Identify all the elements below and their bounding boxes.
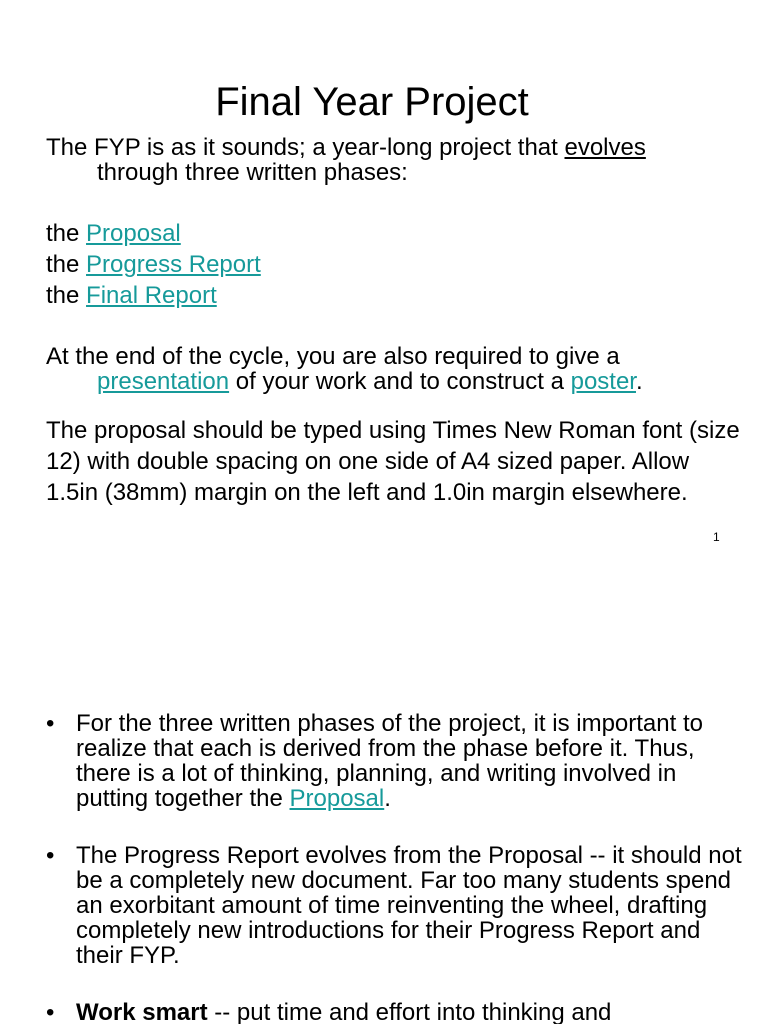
intro-text: The FYP is as it sounds; a year-long project that	[46, 134, 565, 161]
cycle-text-end: .	[635, 368, 643, 395]
bullet-text: -- put time and effort into thinking and	[207, 999, 612, 1024]
presentation-link[interactable]: presentation	[97, 368, 230, 395]
phase-line-final-report	[46, 281, 217, 311]
final-report-link[interactable]: Final Report	[86, 282, 217, 309]
proposal-link[interactable]: Proposal	[289, 785, 385, 812]
bullet-icon: •	[46, 842, 55, 869]
phase-line-progress-report	[46, 250, 261, 280]
cycle-paragraph	[46, 344, 746, 394]
progress-report-link[interactable]: Progress Report	[86, 251, 261, 278]
phase-prefix: the	[46, 251, 87, 278]
page-number: 1	[713, 530, 720, 544]
list-item	[46, 711, 746, 811]
bullet-text: The Progress Report evolves from the Proposal -- it should not be a completely new document. Far too many students spend an exorbitant amount of time reinventing the wheel, drafting completely new introductions for their Progress Report and their FYP.	[76, 842, 742, 969]
proposal-link[interactable]: Proposal	[86, 220, 181, 247]
cycle-text-middle: of your work and to construct a	[229, 368, 571, 395]
cycle-text: At the end of the cycle, you are also required to give a	[46, 343, 620, 370]
cycle-continuation	[46, 369, 746, 394]
bullet-bold-text: Work smart	[76, 999, 208, 1024]
intro-continuation: through three written phases:	[97, 159, 408, 186]
bullet-text-end: .	[384, 785, 391, 812]
formatting-paragraph: The proposal should be typed using Times New Roman font (size 12) with double spacing on one side of A4 sized paper. Allow 1.5in (38mm) margin on the left and 1.0in margin elsewhere.	[46, 417, 740, 506]
phase-prefix: the	[46, 220, 87, 247]
phase-prefix: the	[46, 282, 87, 309]
list-item	[46, 843, 746, 968]
bullet-icon: •	[46, 999, 55, 1024]
page-title: Final Year Project	[215, 80, 529, 124]
intro-paragraph	[46, 135, 746, 185]
bullet-text: For the three written phases of the project, it is important to realize that each is derived from the phase before it. Thus, there is a lot of thinking, planning, and writing involved in putting together the	[76, 710, 703, 812]
intro-underlined-word: evolves	[564, 134, 646, 161]
bullet-list	[46, 711, 746, 1024]
phase-line-proposal	[46, 219, 181, 249]
list-item	[46, 1000, 746, 1024]
poster-link[interactable]: poster	[570, 368, 636, 395]
bullet-icon: •	[46, 710, 55, 737]
